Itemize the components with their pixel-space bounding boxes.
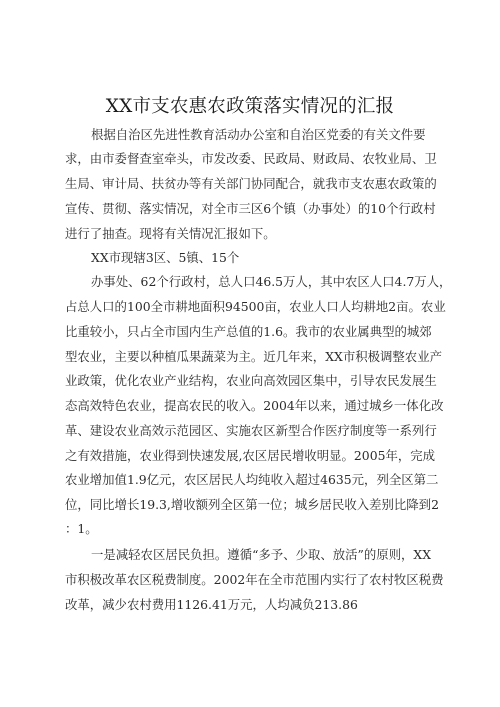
paragraph-line: 革、建设农业高效示范园区、实施农区新型合作医疗制度等一系列行 — [65, 423, 437, 438]
paragraph-line: 农业增加值1.9亿元，农区居民人均纯收入超过4635元，列全区第二 — [65, 472, 439, 487]
paragraph-line: 一是减轻农区居民负担。遵循“多予、少取、放活”的原则，XX — [91, 547, 432, 562]
paragraph-line: 之有效措施，农业得到快速发展,农区居民增收明显。2005年，完成 — [65, 448, 436, 463]
paragraph-line: 位，同比增长19.3,增收额列全区第一位；城乡居民收入差别比降到2 — [65, 497, 439, 512]
paragraph-line: ：1。 — [65, 521, 98, 536]
paragraph-line: 占总人口的100全市耕地面积94500亩，农业人口人均耕地2亩。农业 — [65, 299, 446, 314]
paragraph-line: 生局、审计局、扶贫办等有关部门协同配合，就我市支农惠农政策的 — [65, 176, 437, 191]
paragraph-line: 市积极改革农区税费制度。2002年在全市范围内实行了农村牧区税费 — [65, 572, 444, 587]
paragraph-line: 根据自治区先进性教育活动办公室和自治区党委的有关文件要 — [91, 127, 426, 142]
paragraph-line: 改革，减少农村费用1126.41万元，人均减负213.86 — [65, 597, 358, 612]
document-title: XX市支农惠农政策落实情况的汇报 — [105, 96, 395, 117]
paragraph-line: 态高效特色农业，提高农民的收入。2004年以来，通过城乡一体化改 — [65, 398, 444, 413]
paragraph-line: 业政策，优化农业产业结构，农业向高效园区集中，引导农民发展生 — [65, 373, 437, 388]
paragraph-line: 进行了抽查。现将有关情况汇报如下。 — [65, 226, 276, 241]
paragraph-line: 办事处、62个行政村，总人口46.5万人，其中农区人口4.7万人， — [91, 274, 452, 289]
paragraph-line: XX市现辖3区、5镇、15个 — [91, 250, 240, 265]
paragraph-line: 宣传、贯彻、落实情况，对全市三区6个镇（办事处）的10个行政村 — [65, 201, 436, 216]
paragraph-line: 比重较小，只占全市国内生产总值的1.6。我市的农业属典型的城郊 — [65, 324, 432, 339]
paragraph-line: 型农业，主要以种植瓜果蔬菜为主。近几年来，XX市积极调整农业产 — [65, 349, 442, 364]
paragraph-line: 求，由市委督查室牵头，市发改委、民政局、财政局、农牧业局、卫 — [65, 151, 437, 166]
